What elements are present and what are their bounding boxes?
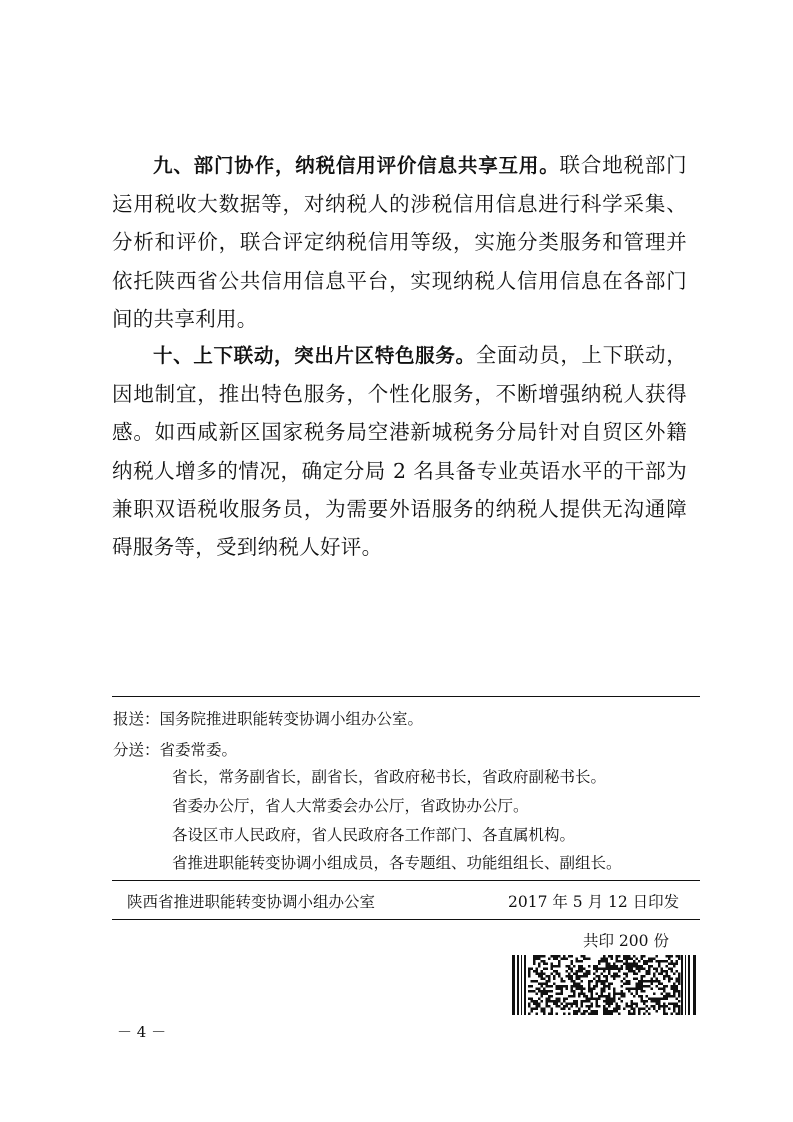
divider-top (112, 696, 700, 697)
page-number: － 4 － (117, 1023, 167, 1041)
copy-to-recipients-2: 省委办公厅，省人大常委会办公厅，省政协办公厅。 (172, 797, 529, 815)
divider-middle (112, 880, 700, 881)
copy-to-line (113, 740, 237, 760)
section-nine (112, 146, 687, 338)
section-ten-heading: 十、上下联动，突出片区特色服务。 (153, 344, 476, 367)
section-ten-text: 全面动员，上下联动，因地制宜，推出特色服务，个性化服务，不断增强纳税人获得感。如西咸新区国家税务局空港新城税务分局针对自贸区外籍纳税人增多的情况，确定分局 2 名具备专业英语水平的干部为兼职双语税收服务员，为需要外语服务的纳税人提供无沟通障碍服务等，受到纳税人好评。 (112, 343, 687, 560)
report-to-line: 报送：国务院推进职能转变协调小组办公室。 (113, 710, 424, 728)
print-copies: 共印 200 份 (583, 932, 669, 950)
issue-date: 2017 年 5 月 12 日印发 (508, 893, 680, 911)
copy-to-label: 分送： (113, 741, 160, 759)
section-ten (112, 336, 687, 566)
copy-to-recipients-3: 各设区市人民政府，省人民政府各工作部门、各直属机构。 (172, 826, 576, 844)
copy-to-first: 省委常委。 (159, 741, 238, 759)
copy-to-recipients-4: 省推进职能转变协调小组成员，各专题组、功能组组长、副组长。 (172, 854, 622, 872)
barcode-icon (512, 955, 696, 1015)
section-nine-heading: 九、部门协作，纳税信用评价信息共享互用。 (153, 154, 560, 177)
copy-to-recipients-1: 省长，常务副省长，副省长，省政府秘书长，省政府副秘书长。 (172, 768, 607, 786)
issuing-office: 陕西省推进职能转变协调小组办公室 (127, 893, 376, 911)
divider-bottom (112, 919, 700, 920)
section-nine-text: 联合地税部门运用税收大数据等，对纳税人的涉税信用信息进行科学采集、分析和评价，联合评定纳税信用等级，实施分类服务和管理并依托陕西省公共信用信息平台，实现纳税人信用信息在各部门间的共享利用。 (112, 153, 687, 331)
